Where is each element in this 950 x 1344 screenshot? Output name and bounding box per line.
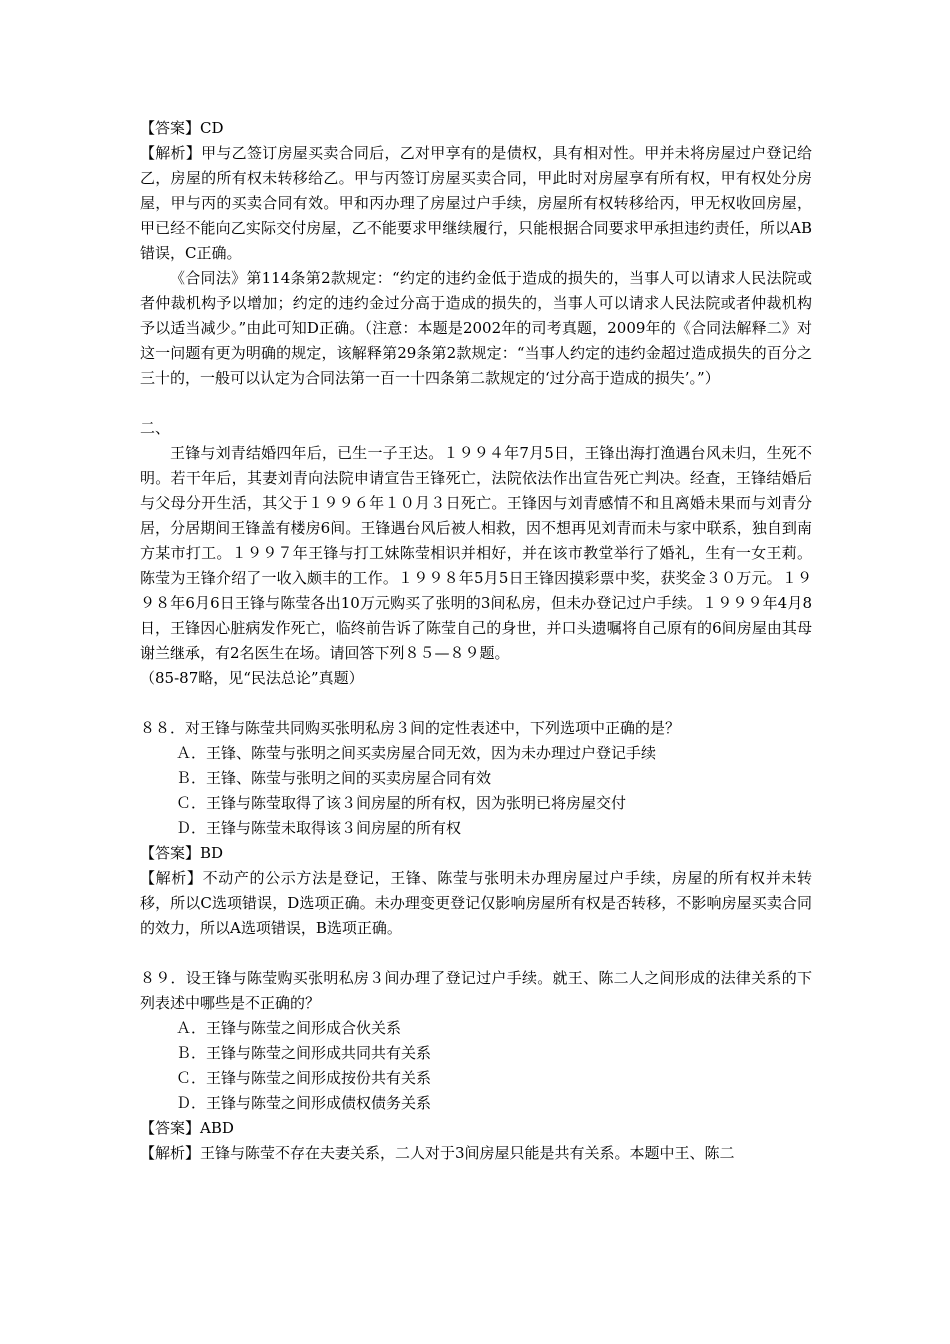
question-89-option-b: Ｂ．王锋与陈莹之间形成共同共有关系 xyxy=(176,1044,432,1062)
answer-88: 【答案】BD xyxy=(140,844,224,862)
question-89-option-c: Ｃ．王锋与陈莹之间形成按份共有关系 xyxy=(176,1069,432,1087)
analysis-contract-sale: 【解析】甲与乙签订房屋买卖合同后，乙对甲享有的是债权，具有相对性。甲并未将房屋过户登记给乙，房屋的所有权未转移给乙。甲与丙签订房屋买卖合同，甲此时对房屋享有所有权，甲有权处分房屋，甲与丙的买卖合同有效。甲和丙办理了房屋过户手续，房屋所有权转移给丙，甲无权收回房屋，甲已经不能向乙实际交付房屋，乙不能要求甲继续履行，只能根据合同要求甲承担违约责任，所以AB错误，C正确。 xyxy=(140,144,812,262)
spacer xyxy=(140,691,812,716)
spacer xyxy=(140,941,812,966)
document-page xyxy=(140,116,812,1166)
question-89-option-a: Ａ．王锋与陈莹之间形成合伙关系 xyxy=(176,1019,402,1037)
question-88-option-c: Ｃ．王锋与陈莹取得了该３间房屋的所有权，因为张明已将房屋交付 xyxy=(176,794,627,812)
analysis-contract-law-114: 《合同法》第114条第2款规定：“约定的违约金低于造成的损失的，当事人可以请求人民法院或者仲裁机构予以增加；约定的违约金过分高于造成的损失的，当事人可以请求人民法院或者仲裁机构予以适当减少。”由此可知D正确。（注意：本题是2002年的司考真题，2009年的《合同法解释二》对这一问题有更为明确的规定，该解释第29条第2款规定：“当事人约定的违约金超过造成损失的百分之三十的，一般可以认定为合同法第一百一十四条第二款规定的‘过分高于造成的损失’。”） xyxy=(140,269,812,387)
question-89-option-d: Ｄ．王锋与陈莹之间形成债权债务关系 xyxy=(176,1094,432,1112)
spacer xyxy=(140,391,812,416)
question-88-option-d: Ｄ．王锋与陈莹未取得该３间房屋的所有权 xyxy=(176,819,462,837)
question-88-option-b: Ｂ．王锋、陈莹与张明之间的买卖房屋合同有效 xyxy=(176,769,492,787)
question-89: ８９．设王锋与陈莹购买张明私房３间办理了登记过户手续。就王、陈二人之间形成的法律关系的下列表述中哪些是不正确的？ xyxy=(140,969,812,1012)
analysis-88: 【解析】不动产的公示方法是登记，王锋、陈莹与张明未办理房屋过户手续，房屋的所有权并未转移，所以C选项错误，D选项正确。未办理变更登记仅影响房屋所有权是否转移，不影响房屋买卖合同的效力，所以A选项错误，B选项正确。 xyxy=(140,869,812,937)
case-narrative: 王锋与刘青结婚四年后，已生一子王达。１９９４年7月5日，王锋出海打渔遇台风未归，生死不明。若干年后，其妻刘青向法院申请宣告王锋死亡，法院依法作出宣告死亡判决。经查，王锋结婚后与父母分开生活，其父于１９９６年１０月３日死亡。王锋因与刘青感情不和且离婚未果而与刘青分居，分居期间王锋盖有楼房6间。王锋遇台风后被人相救，因不想再见刘青而未与家中联系，独自到南方某市打工。１９９７年王锋与打工妹陈莹相识并相好，并在该市教堂举行了婚礼，生有一女王莉。陈莹为王锋介绍了一收入颇丰的工作。１９９８年5月5日王锋因摸彩票中奖，获奖金３０万元。１９９８年6月6日王锋与陈莹各出10万元购买了张明的3间私房，但未办登记过户手续。１９９９年4月8日，王锋因心脏病发作死亡，临终前告诉了陈莹自己的身世，并口头遗嘱将自己原有的6间房屋由其母谢兰继承，有2名医生在场。请回答下列８５—８９题。 xyxy=(140,444,812,662)
answer-cd: 【答案】CD xyxy=(140,119,224,137)
answer-89: 【答案】ABD xyxy=(140,1119,234,1137)
question-88: ８８．对王锋与陈莹共同购买张明私房３间的定性表述中，下列选项中正确的是？ xyxy=(140,719,681,737)
analysis-89: 【解析】王锋与陈莹不存在夫妻关系，二人对于3间房屋只能是共有关系。本题中王、陈二 xyxy=(140,1144,735,1162)
note-85-87-omitted: （85-87略，见“民法总论”真题） xyxy=(140,669,364,687)
question-88-option-a: Ａ．王锋、陈莹与张明之间买卖房屋合同无效，因为未办理过户登记手续 xyxy=(176,744,657,762)
section-heading-two: 二、 xyxy=(140,419,171,437)
